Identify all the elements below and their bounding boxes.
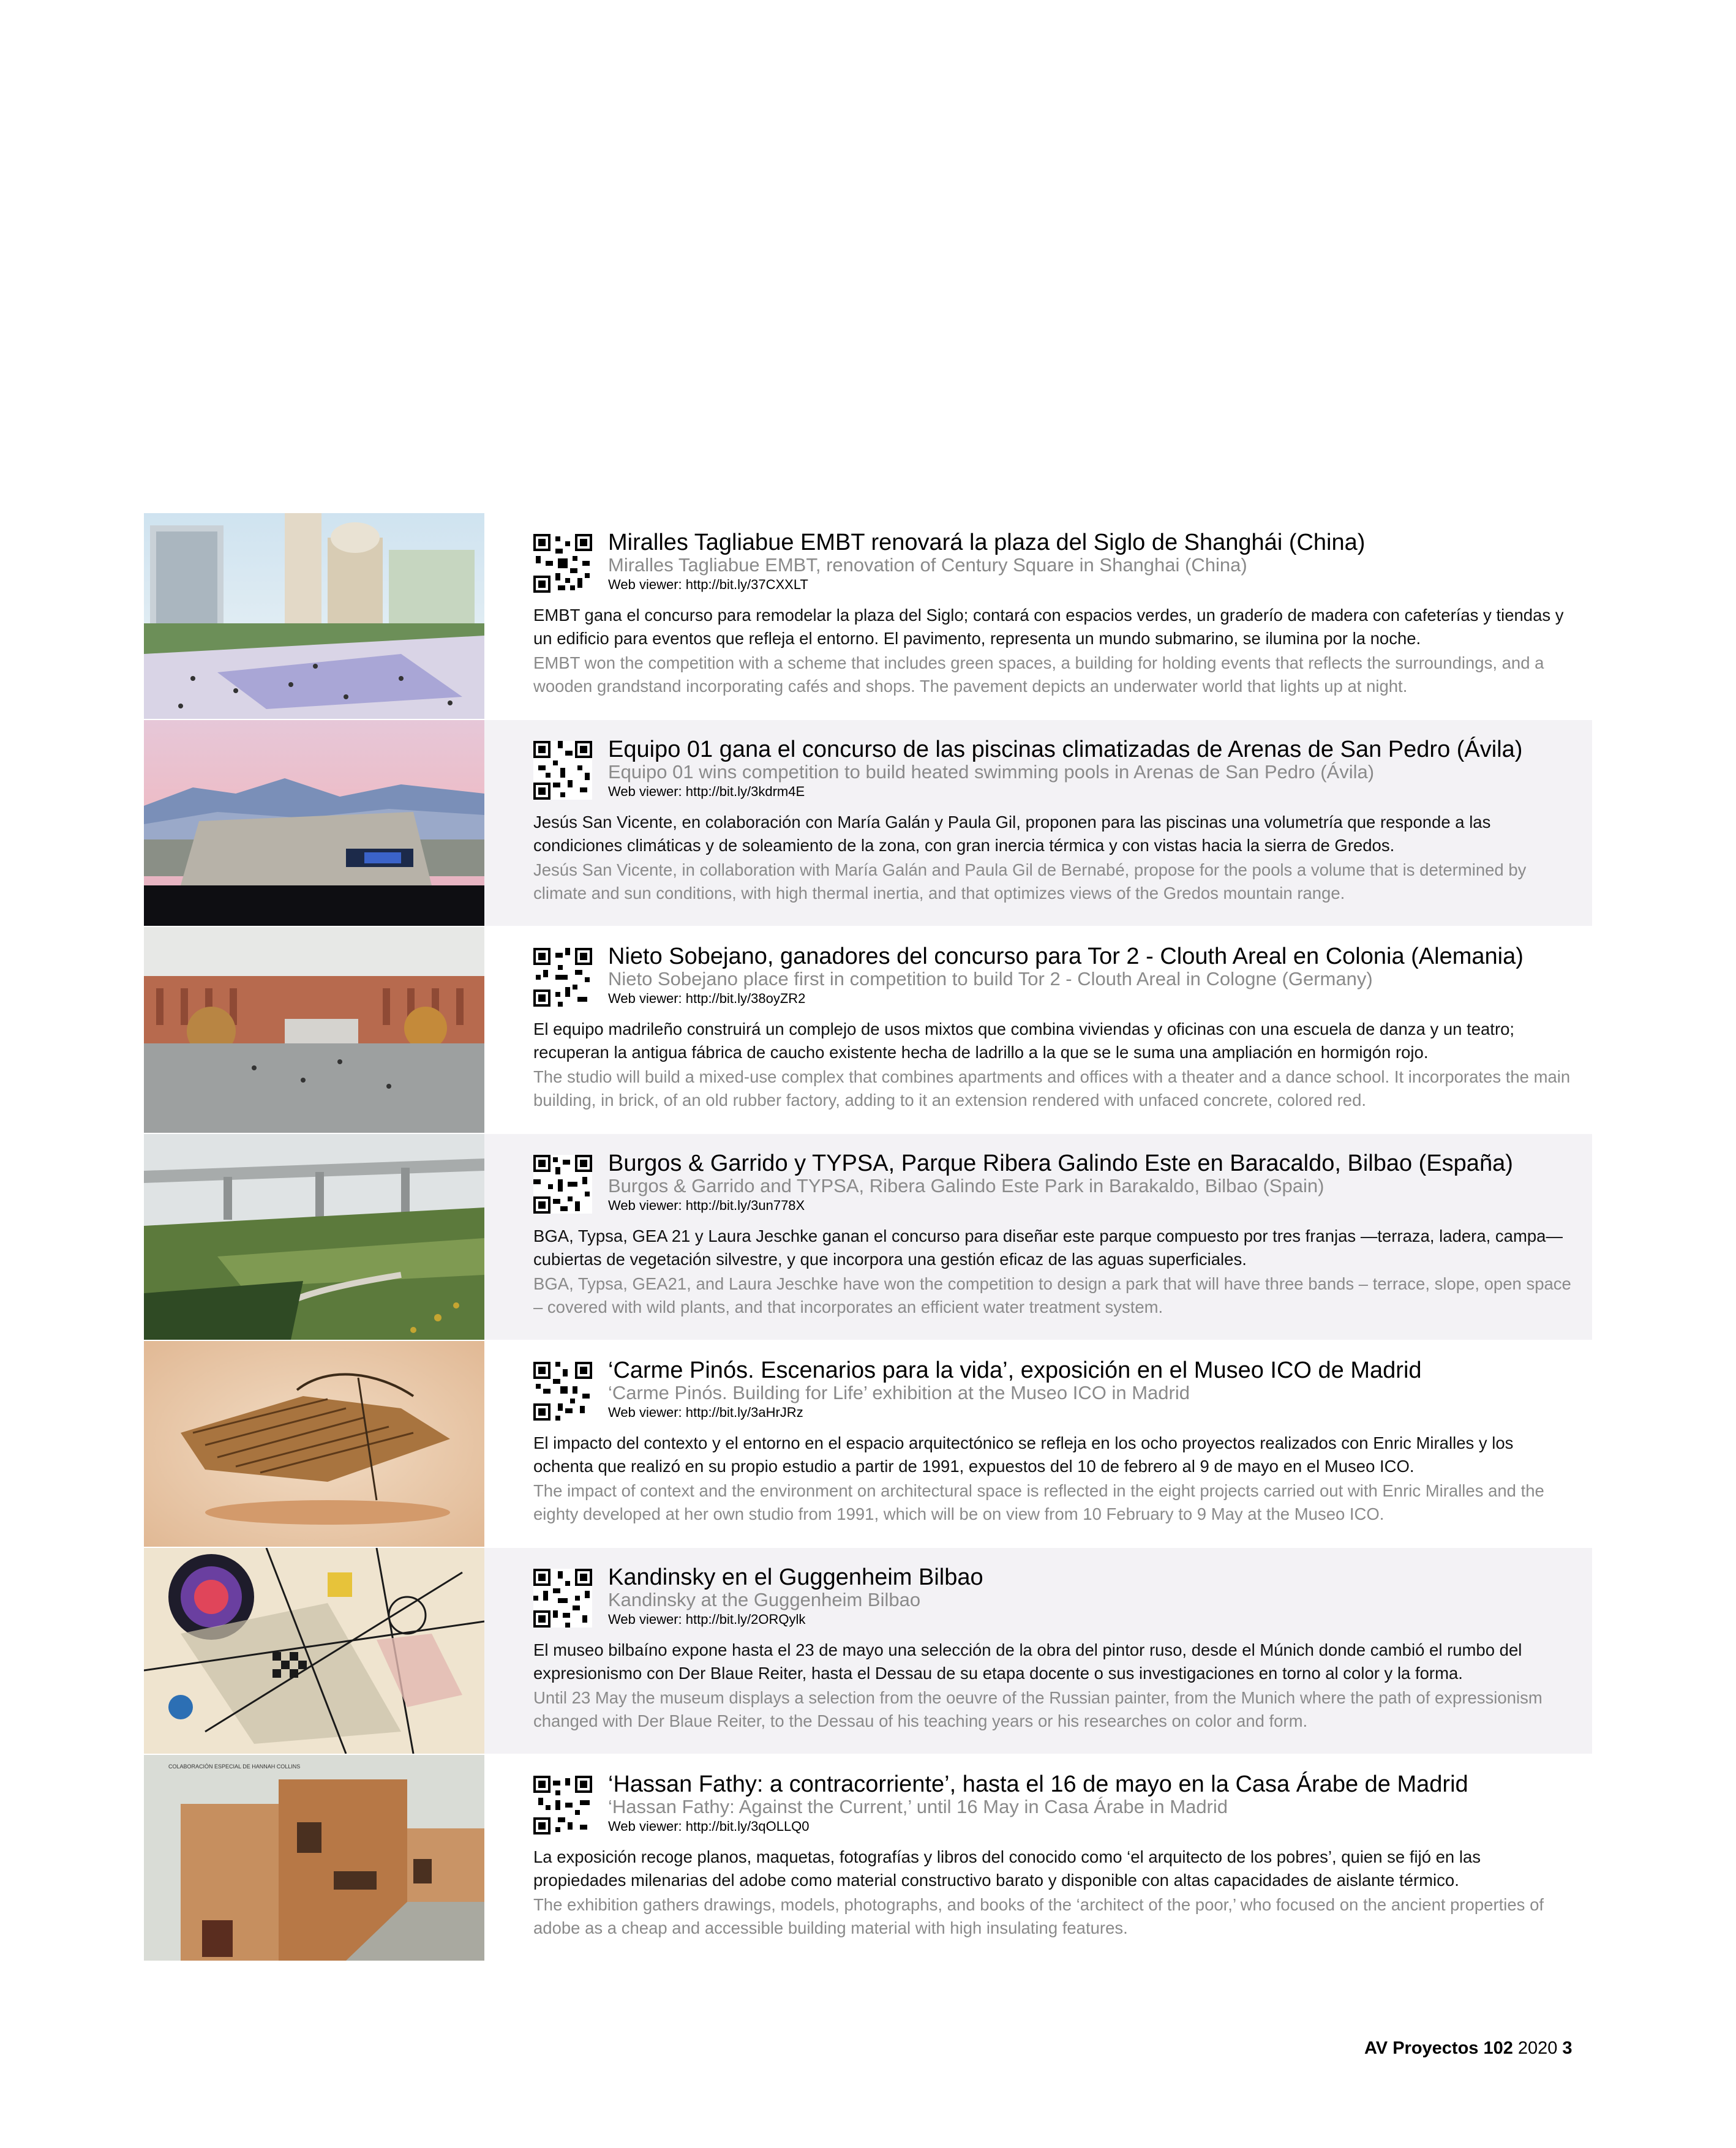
entry-subtitle: ‘Carme Pinós. Building for Life’ exhibition at the Museo ICO in Madrid — [608, 1382, 1190, 1403]
qr-code[interactable] — [533, 1569, 592, 1628]
english-summary: BGA, Typsa, GEA21, and Laura Jeschke have won the competition to design a park that will have three bands – terrace, slope, open space – covered with wild plants, and that incorporates an efficient water treatment system. — [533, 1274, 1571, 1316]
qr-code[interactable] — [533, 1155, 592, 1214]
web-viewer-link[interactable]: Web viewer: http://bit.ly/2ORQylk — [608, 1612, 806, 1627]
news-entry — [144, 1755, 1592, 1961]
entry-title: Burgos & Garrido y TYPSA, Parque Ribera Galindo Este en Baracaldo, Bilbao (España) — [608, 1151, 1513, 1176]
news-entry — [144, 1548, 1592, 1754]
news-entry — [144, 513, 1592, 719]
entry-title: ‘Hassan Fathy: a contracorriente’, hasta el 16 de mayo en la Casa Árabe de Madrid — [608, 1771, 1468, 1797]
entry-title: ‘Carme Pinós. Escenarios para la vida’, exposición en el Museo ICO de Madrid — [608, 1358, 1422, 1383]
qr-code[interactable] — [533, 534, 592, 593]
entry-title: Kandinsky en el Guggenheim Bilbao — [608, 1564, 983, 1590]
spanish-summary: El museo bilbaíno expone hasta el 23 de mayo una selección de la obra del pintor ruso, desde el Múnich donde cambió el rumbo del expresionismo con Der Blaue Reiter, hasta el Dessau de su etapa docente o sus investigaciones en torno al color y la forma. — [533, 1640, 1522, 1683]
entry-subtitle: Nieto Sobejano place first in competition to build Tor 2 - Clouth Areal in Cologne (Germany) — [608, 968, 1373, 990]
qr-code[interactable] — [533, 1776, 592, 1834]
english-summary: EMBT won the competition with a scheme that includes green spaces, a building for holding events that reflects the surroundings, and a wooden grandstand incorporating cafés and shops. The pavement depicts an underwater world that lights up at night. — [533, 653, 1544, 696]
news-entry — [144, 927, 1592, 1133]
magazine-name: AV Proyectos 102 — [1364, 2038, 1513, 2058]
spanish-summary: El equipo madrileño construirá un complejo de usos mixtos que combina viviendas y oficinas con una escuela de danza y un teatro; recuperan la antigua fábrica de caucho existente hecha de ladrillo a la que se le suma una ampliación en hormigón rojo. — [533, 1020, 1515, 1062]
news-entry — [144, 1134, 1592, 1340]
news-entry — [144, 1341, 1592, 1547]
qr-code[interactable] — [533, 1362, 592, 1421]
english-summary: The impact of context and the environment on architectural space is reflected in the eight projects carried out with Enric Miralles and the eighty developed at her own studio from 1991, which will be on view from 10 February to 9 May at the Museo ICO. — [533, 1481, 1544, 1523]
entry-title: Miralles Tagliabue EMBT renovará la plaza del Siglo de Shanghái (China) — [608, 530, 1366, 555]
entry-subtitle: Miralles Tagliabue EMBT, renovation of Century Square in Shanghai (China) — [608, 554, 1247, 576]
qr-code[interactable] — [533, 741, 592, 800]
web-viewer-link[interactable]: Web viewer: http://bit.ly/3un778X — [608, 1198, 805, 1213]
project-image — [144, 1134, 484, 1340]
entry-subtitle: Kandinsky at the Guggenheim Bilbao — [608, 1589, 921, 1610]
project-image — [144, 927, 484, 1133]
entry-subtitle: ‘Hassan Fathy: Against the Current,’ until 16 May in Casa Árabe in Madrid — [608, 1796, 1228, 1817]
spanish-summary: EMBT gana el concurso para remodelar la plaza del Siglo; contará con espacios verdes, un graderío de madera con cafeterías y tiendas y un edificio para eventos que refleja el entorno. El pavimento, representa un mundo submarino, se ilumina por la noche. — [533, 606, 1564, 648]
project-image — [144, 720, 484, 926]
english-summary: Until 23 May the museum displays a selection from the oeuvre of the Russian painter, from the Munich where the path of expressionism changed with Der Blaue Reiter, to the Dessau of his teaching years or his researches on color and form. — [533, 1688, 1542, 1730]
image-caption: COLABORACIÓN ESPECIAL DE HANNAH COLLINS — [168, 1763, 301, 1770]
page-footer — [1364, 2038, 1573, 2059]
spanish-summary: Jesús San Vicente, en colaboración con María Galán y Paula Gil, proponen para las piscinas una volumetría que responde a las condiciones climáticas y de soleamiento de la zona, con gran inercia térmica y con vistas hacia la sierra de Gredos. — [533, 813, 1491, 855]
web-viewer-link[interactable]: Web viewer: http://bit.ly/3qOLLQ0 — [608, 1819, 810, 1834]
entry-subtitle: Equipo 01 wins competition to build heated swimming pools in Arenas de San Pedro (Ávila) — [608, 761, 1375, 783]
web-viewer-link[interactable]: Web viewer: http://bit.ly/37CXXLT — [608, 577, 808, 592]
english-summary: The exhibition gathers drawings, models, photographs, and books of the ‘architect of the poor,’ who focused on the ancient properties of adobe as a cheap and accessible building material with high insulating features. — [533, 1895, 1544, 1937]
spanish-summary: El impacto del contexto y el entorno en el espacio arquitectónico se refleja en los ocho proyectos realizados con Enric Miralles y los ochenta que realizó en su propio estudio a partir de 1991, expuestos del 10 de febrero al 9 de mayo en el Museo ICO. — [533, 1433, 1514, 1476]
spanish-summary: BGA, Typsa, GEA 21 y Laura Jeschke ganan el concurso para diseñar este parque compuesto por tres franjas —terraza, ladera, campa— cubiertas de vegetación silvestre, y que incorpora una gestión eficaz de las aguas superficiales. — [533, 1226, 1563, 1269]
web-viewer-link[interactable]: Web viewer: http://bit.ly/3kdrm4E — [608, 784, 805, 799]
entry-title: Nieto Sobejano, ganadores del concurso para Tor 2 - Clouth Areal en Colonia (Alemania) — [608, 944, 1524, 969]
project-image — [144, 1548, 484, 1754]
page-number: 3 — [1562, 2038, 1573, 2058]
news-entry — [144, 720, 1592, 926]
english-summary: Jesús San Vicente, in collaboration with María Galán and Paula Gil de Bernabé, propose for the pools a volume that is determined by climate and sun conditions, with high thermal inertia, and that optimizes views of the Gredos mountain range. — [533, 860, 1527, 903]
entry-title: Equipo 01 gana el concurso de las piscinas climatizadas de Arenas de San Pedro (Ávila) — [608, 737, 1523, 762]
project-image — [144, 1755, 484, 1961]
project-image — [144, 513, 484, 719]
web-viewer-link[interactable]: Web viewer: http://bit.ly/38oyZR2 — [608, 991, 806, 1006]
english-summary: The studio will build a mixed-use complex that combines apartments and offices with a theater and a dance school. It incorporates the main building, in brick, of an old rubber factory, adding to it an extension rendered with unfaced concrete, colored red. — [533, 1067, 1571, 1110]
spanish-summary: La exposición recoge planos, maquetas, fotografías y libros del conocido como ‘el arquitecto de los pobres’, quien se fijó en las propiedades milenarias del adobe como material constructivo barato y disponible con altas capacidades de aislante térmico. — [533, 1847, 1481, 1890]
project-image — [144, 1341, 484, 1547]
entry-subtitle: Burgos & Garrido and TYPSA, Ribera Galindo Este Park in Barakaldo, Bilbao (Spain) — [608, 1175, 1325, 1196]
qr-code[interactable] — [533, 948, 592, 1007]
issue-year: 2020 — [1517, 2038, 1558, 2058]
web-viewer-link[interactable]: Web viewer: http://bit.ly/3aHrJRz — [608, 1405, 803, 1420]
